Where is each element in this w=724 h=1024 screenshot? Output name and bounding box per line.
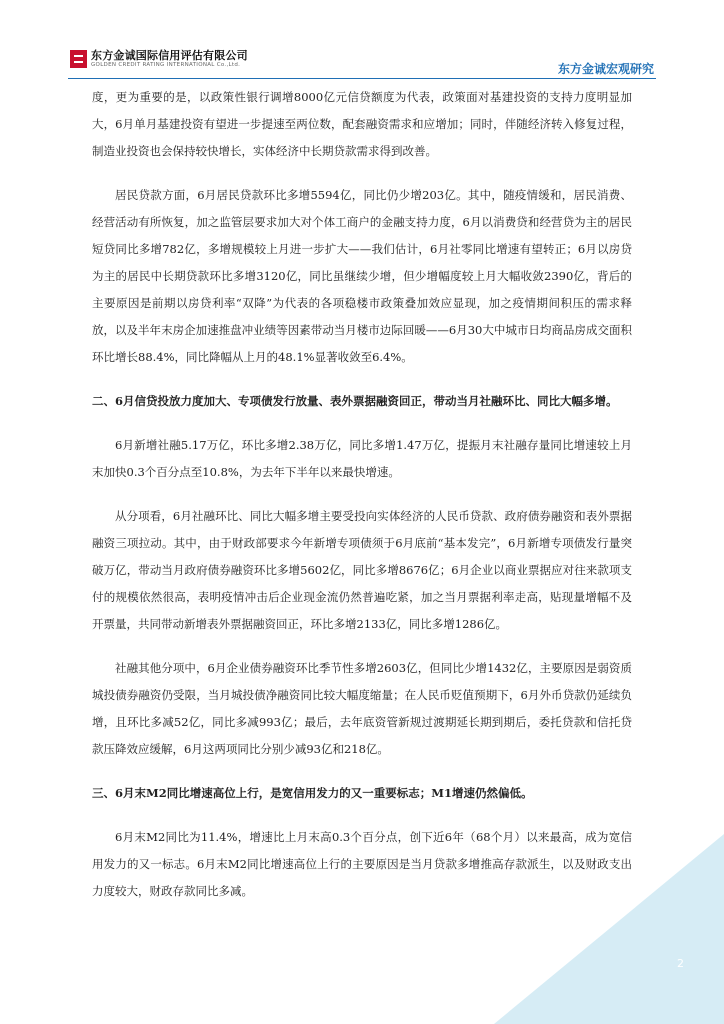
logo-english-name: GOLDEN CREDIT RATING INTERNATIONAL Co.,Ltd. — [91, 62, 241, 68]
paragraph-6: 6月末M2同比为11.4%，增速比上月末高0.3个百分点，创下近6年（68个月）以来最高，成为宽信用发力的又一标志。6月末M2同比增速高位上行的主要原因是当月贷款多增推高存款派生，以及财政支出力度较大，财政存款同比多减。 — [92, 830, 632, 898]
document-body — [92, 84, 632, 922]
header-title: 东方金诚宏观研究 — [557, 62, 654, 76]
page-header — [0, 0, 724, 80]
logo-chinese-name: 东方金诚国际信用评估有限公司 — [91, 49, 248, 62]
paragraph-3: 6月新增社融5.17万亿，环比多增2.38万亿，同比多增1.47万亿，提振月末社融存量同比增速较上月末加快0.3个百分点至10.8%，为去年下半年以来最快增速。 — [92, 438, 632, 479]
company-logo — [70, 50, 248, 69]
paragraph-1: 度，更为重要的是，以政策性银行调增8000亿元信贷额度为代表，政策面对基建投资的支持力度明显加大，6月单月基建投资有望进一步提速至两位数，配套融资需求和应增加；同时，伴随经济转入修复过程，制造业投资也会保持较快增长，实体经济中长期贷款需求得到改善。 — [92, 90, 632, 158]
corner-decoration — [494, 834, 724, 1024]
logo-mark-icon — [70, 50, 87, 68]
page-number: 2 — [677, 957, 684, 970]
paragraph-4: 从分项看，6月社融环比、同比大幅多增主要受投向实体经济的人民币贷款、政府债券融资和表外票据融资三项拉动。其中，由于财政部要求今年新增专项债须于6月底前“基本发完”，6月新增专项债发行量突破万亿，带动当月政府债券融资环比多增5602亿，同比多增8676亿；6月企业以商业票据应对往来款项支付的规模依然很高，表明疫情冲击后企业现金流仍然普遍吃紧，加之当月票据利率走高，贴现量增幅不及开票量，共同带动新增表外票据融资回正，环比多增2133亿，同比多增1286亿。 — [92, 509, 632, 631]
paragraph-2: 居民贷款方面，6月居民贷款环比多增5594亿，同比仍少增203亿。其中，随疫情缓和，居民消费、经营活动有所恢复，加之监管层要求加大对个体工商户的金融支持力度，6月以消费贷和经营贷为主的居民短贷同比多增782亿，多增规模较上月进一步扩大——我们估计，6月社零同比增速有望转正；6月以房贷为主的居民中长期贷款环比多增3120亿，同比虽继续少增，但少增幅度较上月大幅收敛2390亿，背后的主要原因是前期以房贷利率“双降”为代表的各项稳楼市政策叠加效应显现，加之疫情期间积压的需求释放，以及半年末房企加速推盘冲业绩等因素带动当月楼市边际回暖——6月30大中城市日均商品房成交面积环比增长88.4%，同比降幅从上月的48.1%显著收敛至6.4%。 — [92, 188, 632, 364]
header-divider — [68, 78, 656, 79]
section-heading-3: 三、6月末M2同比增速高位上行，是宽信用发力的又一重要标志；M1增速仍然偏低。 — [92, 786, 533, 800]
section-heading-2: 二、6月信贷投放力度加大、专项债发行放量、表外票据融资回正，带动当月社融环比、同比大幅多增。 — [92, 394, 618, 408]
paragraph-5: 社融其他分项中，6月企业债券融资环比季节性多增2603亿，但同比少增1432亿，主要原因是弱资质城投债券融资仍受限，当月城投债净融资同比较大幅度缩量；在人民币贬值预期下，6月外币贷款仍延续负增，且环比多减52亿，同比多减993亿；最后，去年底资管新规过渡期延长期到期后，委托贷款和信托贷款压降效应缓解，6月这两项同比分别少减93亿和218亿。 — [92, 661, 632, 756]
